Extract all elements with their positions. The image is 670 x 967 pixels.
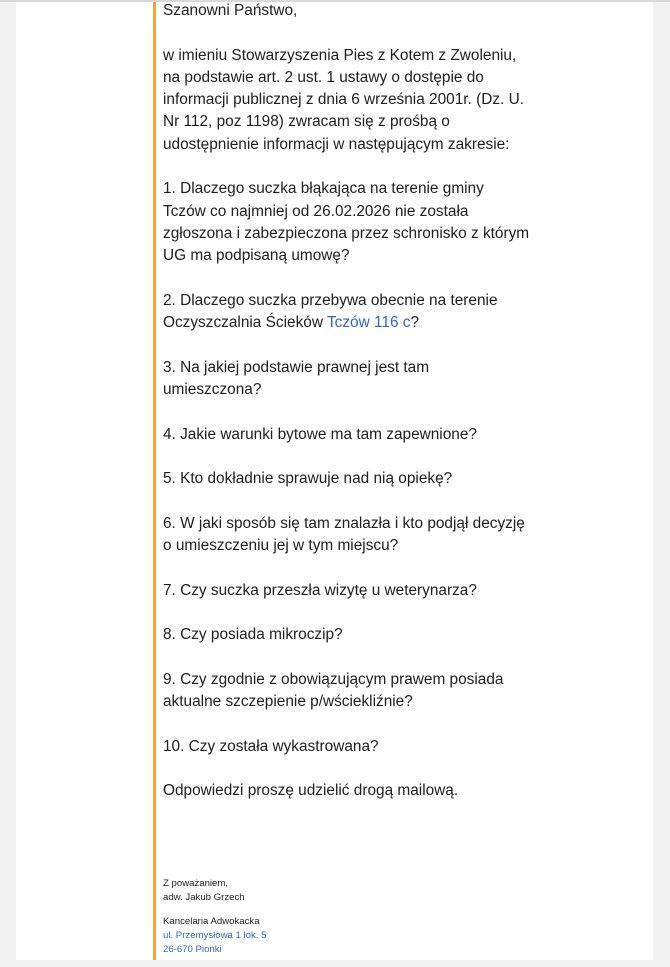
signature-regards: Z poważaniem, [163, 878, 229, 889]
greeting: Szanowni Państwo, [163, 2, 298, 19]
signature-office: Kancelaria Adwokacka [163, 916, 260, 927]
question-7: 7. Czy suczka przeszła wizytę u weterynarza? [163, 581, 477, 599]
signature-address-block [163, 915, 463, 957]
question-1: 1. Dlaczego suczka błąkająca na terenie gminy Tczów co najmniej od 26.02.2026 nie została zgłoszona i zabezpieczona przez schronisko z którym UG ma podpisaną umowę? [163, 180, 530, 265]
question-6: 6. W jaki sposób się tam znalazła i kto podjął decyzję o umieszczeniu jej w tym miejscu? [163, 514, 525, 555]
address-link[interactable]: Tczów 116 c [326, 314, 411, 332]
email-body [163, 0, 643, 825]
closing-line: Odpowiedzi proszę udzielić drogą mailową. [163, 782, 459, 800]
signature-city-link[interactable]: 26-670 Pionki [163, 944, 222, 955]
intro-paragraph: w imieniu Stowarzyszenia Pies z Kotem z Zwoleniu, na podstawie art. 2 ust. 1 ustawy o dostępie do informacji publicznej z dnia 6 września 2001r. (Dz. U. Nr 112, poz 1198) zwracam się z prośbą o udostępnienie informacji w następującym zakresie: [163, 46, 524, 153]
question-10: 10. Czy została wykastrowana? [163, 737, 379, 755]
quote-bar [153, 2, 156, 960]
question-4: 4. Jakie warunki bytowe ma tam zapewnione? [163, 425, 477, 443]
question-3: 3. Na jakiej podstawie prawnej jest tam umieszczona? [163, 358, 430, 399]
signature-name: adw. Jakub Grzech [163, 892, 245, 903]
question-2 [163, 290, 643, 335]
question-2-end: ? [410, 314, 420, 332]
question-8: 8. Czy posiada mikroczip? [163, 626, 343, 644]
question-2-text: 2. Dlaczego suczka przebywa obecnie na terenie Oczyszczalnia Ścieków [163, 291, 498, 332]
question-5: 5. Kto dokładnie sprawuje nad nią opiekę? [163, 470, 453, 488]
signature [163, 877, 463, 967]
signature-street-link[interactable]: ul. Przemysłowa 1 lok. 5 [163, 930, 267, 941]
signature-name-block [163, 877, 463, 905]
question-9: 9. Czy zgodnie z obowiązującym prawem posiada aktualne szczepienie p/wściekliźnie? [163, 670, 504, 711]
